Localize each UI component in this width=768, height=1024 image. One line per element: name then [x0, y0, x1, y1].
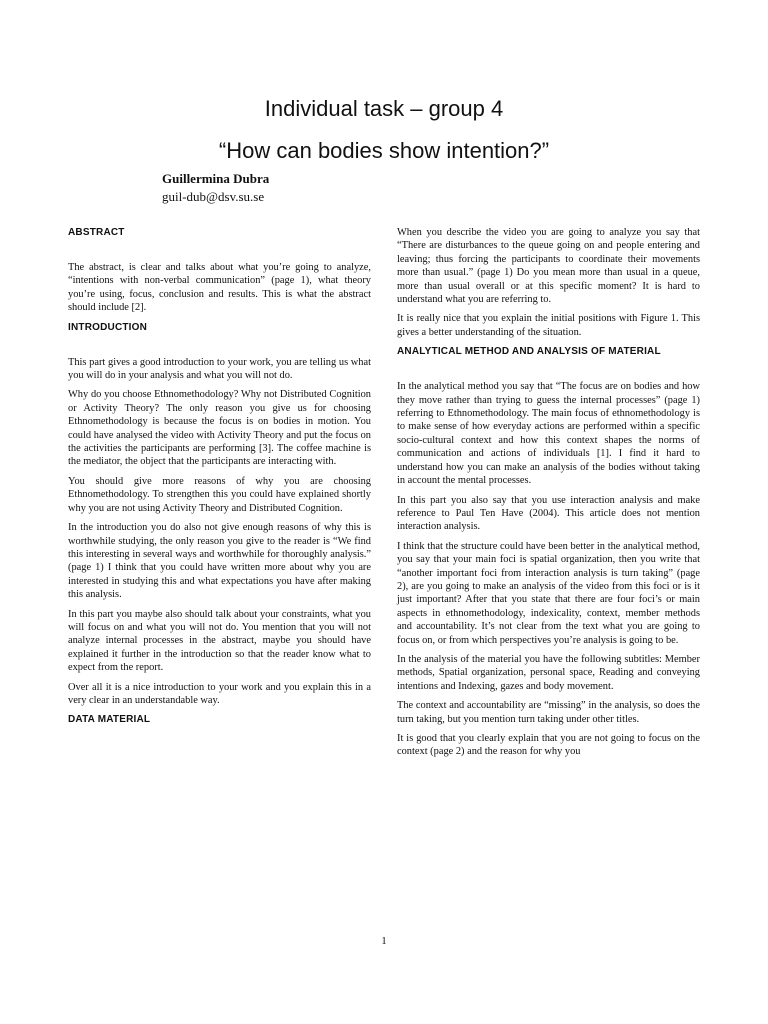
- introduction-paragraph: In the introduction you do also not give enough reasons of why this is worthwhile studying, the only reason you give to the reader is “We find this interesting in several ways and worthwhile for thoroughly analysis.” (page 1) I think that you could have written more about why you are interested in studying this and what expectations you have after making this analysis.: [68, 522, 371, 601]
- data-material-paragraph: When you describe the video you are going to analyze you say that “There are disturbances to the queue going on and people entering and leaving; thus forcing the participants to coordinate their movements more than usual.” (page 1) Do you mean more than usual in a queue, more than usual overall or at this specific moment? It is hard to understand what you are referring to.: [397, 227, 700, 306]
- right-column: [397, 226, 700, 765]
- analytical-method-paragraph: In this part you also say that you use interaction analysis and make reference to Paul Ten Have (2004). This article does not mention interaction analysis.: [397, 494, 700, 533]
- author-name: Guillermina Dubra: [162, 171, 270, 186]
- analytical-method-paragraph: It is good that you clearly explain that you are not going to focus on the context (page 2) and the reason for why you: [397, 733, 700, 758]
- introduction-paragraph: Over all it is a nice introduction to your work and you explain this in a very clear in an understandable way.: [68, 681, 371, 706]
- analytical-method-paragraph: I think that the structure could have been better in the analytical method, you say that your main foci is spatial organization, then you write that “another important foci from interaction analysis is turn taking” (page 2), are you going to make an analysis of the video from this foci or is it just important? After that you state that there are four foci’s or main aspects in ethnomethodology, indexicality, context, member methods and accountability. It’s not clear from the text what you are going to focus on, or from which perspectives you’re analysis is going to be.: [397, 540, 700, 646]
- analytical-method-paragraph: In the analytical method you say that “The focus are on bodies and how they move rather than trying to guess the internal processes” (page 1) referring to Ethnomethodology. The main focus of ethnomethodology is to make sense of how everyday actions are performed within a specific socio-cultural context and how this context shapes the norms of communication and actions of individuals [1]. I find it hard to understand how you can make an analysis of the bodies without taking in account the mental processes.: [397, 381, 700, 487]
- introduction-paragraph: Why do you choose Ethnomethodology? Why not Distributed Cognition or Activity Theory? The only reason you give us for choosing Ethnomethodology is because the focus is on bodies in motion. You could have analysed the video with Activity Theory and put the focus on the activities the participants are performing [3]. The coffee machine is the mediator, the object that the participants are interacting with.: [68, 389, 371, 468]
- introduction-paragraph: You should give more reasons of why you are choosing Ethnomethodology. To strengthen this you could have explained shortly why you are not using Activity Theory and Distributed Cognition.: [68, 475, 371, 514]
- document-subtitle: “How can bodies show intention?”: [218, 138, 550, 163]
- introduction-heading: INTRODUCTION: [68, 321, 148, 333]
- analytical-method-paragraph: In the analysis of the material you have the following subtitles: Member methods, Spatial organization, personal space, Reading and conveying intentions and Indexing, gazes and body movement.: [397, 653, 700, 692]
- data-material-paragraph: It is really nice that you explain the initial positions with Figure 1. This gives a better understanding of the situation.: [397, 313, 700, 338]
- left-column: [68, 226, 371, 748]
- introduction-paragraph: This part gives a good introduction to your work, you are telling us what you will do in your analysis and what you will not do.: [68, 356, 371, 382]
- analytical-method-heading: ANALYTICAL METHOD AND ANALYSIS OF MATERIAL: [397, 346, 661, 358]
- page-number: 1: [381, 935, 387, 947]
- introduction-paragraph: In this part you maybe also should talk about your constraints, what you will focus on and what you will not do. You mention that you will not analyze internal processes in the abstract, maybe you should have explained it further in the introduction so that the reader know what to expect from the report.: [68, 608, 371, 674]
- data-material-heading: DATA MATERIAL: [68, 714, 151, 726]
- analytical-method-paragraph: The context and accountability are “missing” in the analysis, so does the turn taking, but you mention turn taking under other titles.: [397, 700, 700, 725]
- abstract-heading: ABSTRACT: [68, 227, 125, 238]
- author-email: guil-dub@dsv.su.se: [162, 189, 265, 204]
- document-title: Individual task – group 4: [264, 96, 504, 121]
- abstract-paragraph: The abstract, is clear and talks about what you’re going to analyze, “intentions with non-verbal communication” (page 1), what theory you’re using, focus, conclusion and results. This is what the abstract should include [2].: [68, 262, 371, 314]
